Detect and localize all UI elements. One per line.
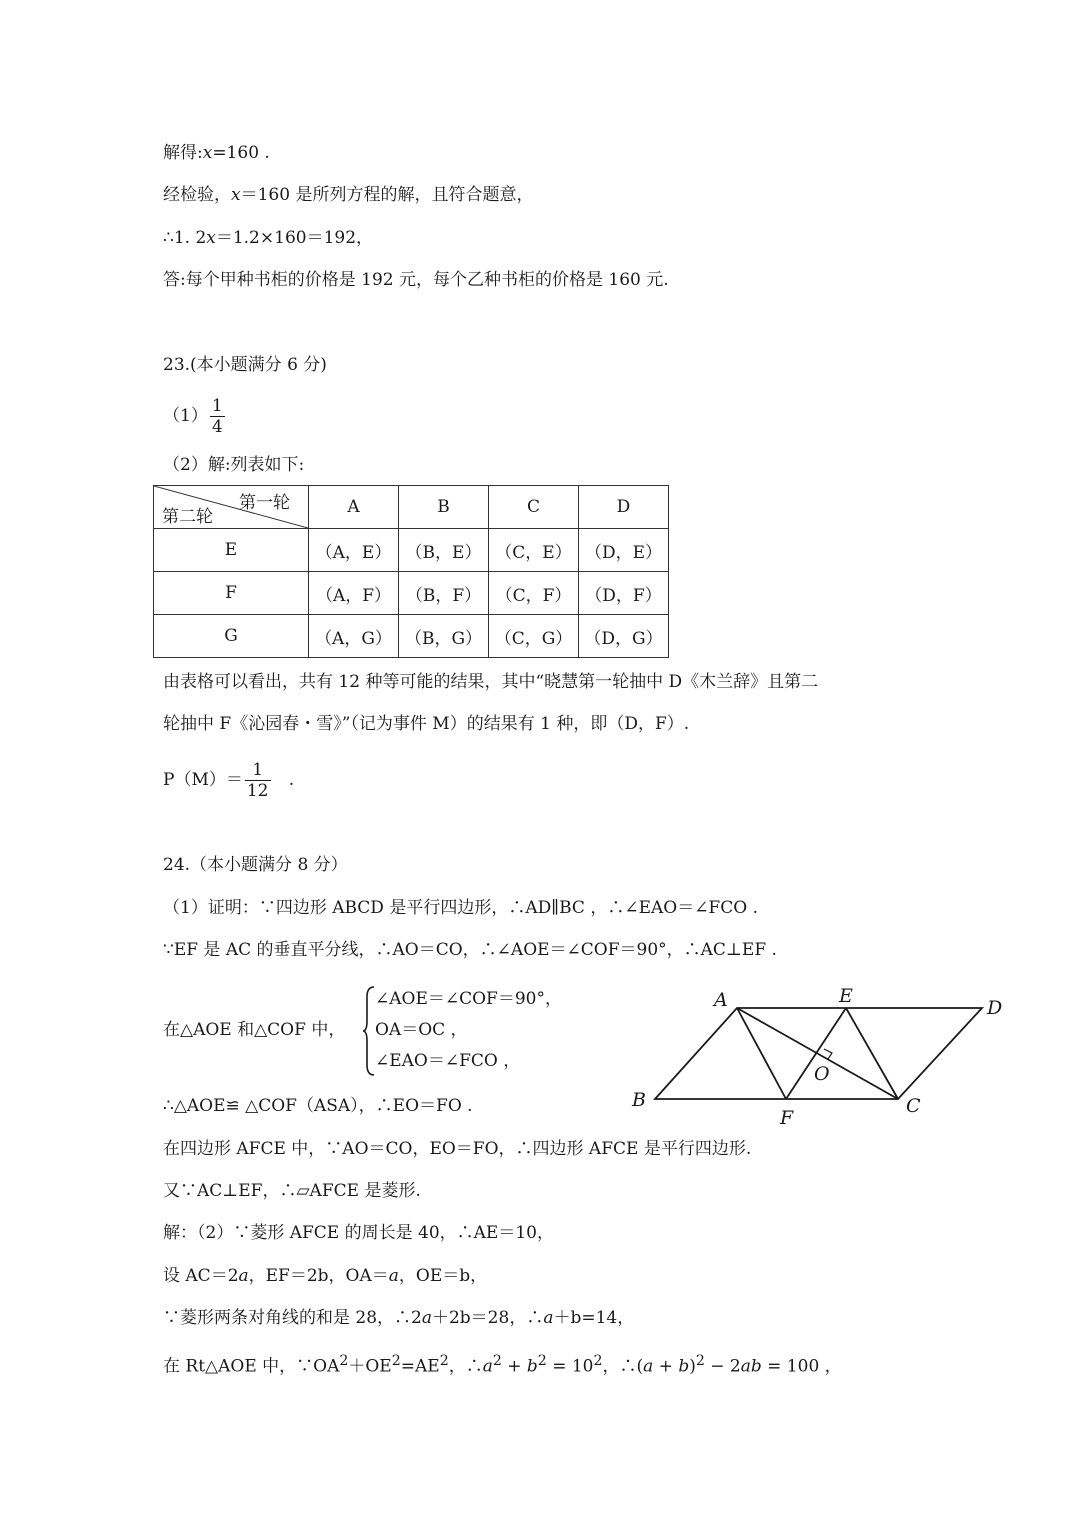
fraction-one-quarter: [210, 396, 225, 437]
proof-line: 又∵AC⊥EF，∴▱AFCE 是菱形.: [163, 1181, 421, 1201]
fraction-denominator: 12: [246, 781, 269, 801]
table-header-row: [154, 486, 669, 529]
point-label-a: A: [714, 989, 728, 1011]
solution-line: 解：（2）∵菱形 AFCE 的周长是 40，∴AE＝10，: [163, 1223, 554, 1243]
condition: ∠AOE＝∠COF＝90°，: [375, 989, 562, 1009]
column-header: B: [399, 486, 489, 529]
superscript: 2: [593, 1353, 603, 1369]
fraction-denominator: 4: [211, 417, 223, 437]
point-label-o: O: [814, 1063, 830, 1085]
table-cell: （C，G）: [489, 615, 579, 658]
superscript: 2: [391, 1353, 401, 1369]
table-cell: （A，G）: [309, 615, 399, 658]
probability-period: .: [288, 770, 295, 790]
table-cell: （D，F）: [579, 572, 669, 615]
column-header: C: [489, 486, 579, 529]
table-cell: （D，G）: [579, 615, 669, 658]
q23-part1: [163, 396, 227, 437]
left-brace-icon: [362, 985, 376, 1077]
question-23-header: 23.(本小题满分 6 分): [163, 355, 327, 375]
column-header: D: [579, 486, 669, 529]
table-cell: （B，G）: [399, 615, 489, 658]
table-corner-cell: [154, 486, 309, 529]
column-header: A: [309, 486, 399, 529]
outcome-table: [153, 485, 669, 658]
condition: OA＝OC ，: [375, 1020, 468, 1040]
superscript: 2: [439, 1353, 449, 1369]
equation-part: ，∴(𝑎 + 𝑏): [602, 1356, 696, 1377]
equation-part: − 2𝑎𝑏 = 100 ，: [704, 1356, 842, 1377]
table-cell: （A，F）: [309, 572, 399, 615]
proof-line: 在四边形 AFCE 中，∵AO＝CO，EO＝FO，∴四边形 AFCE 是平行四边形.: [163, 1139, 752, 1159]
superscript: 2: [695, 1353, 705, 1369]
equation-part: 在 Rt△AOE 中，∵OA: [163, 1356, 340, 1377]
row-header: F: [154, 572, 309, 615]
q23-probability: [163, 760, 294, 801]
answer-line: 答:每个甲种书柜的价格是 192 元，每个乙种书柜的价格是 160 元.: [163, 270, 669, 290]
equation-part: + 𝑏: [501, 1356, 538, 1377]
solution-line: 设 AC＝2𝑎，EF＝2b，OA＝𝑎，OE＝b，: [163, 1266, 488, 1286]
proof-line: （1）证明：∵四边形 ABCD 是平行四边形，∴AD∥BC ，∴∠EAO＝∠FCO .: [163, 898, 758, 918]
point-label-f: F: [780, 1107, 794, 1128]
solution-line: ∵菱形两条对角线的和是 28，∴2𝑎＋2b＝28，∴𝑎＋b=14，: [163, 1308, 635, 1328]
segment-ef: [786, 1008, 846, 1099]
q23-conclusion: 轮抽中 F《沁园春・雪》”（记为事件 M）的结果有 1 种，即（D，F）.: [163, 714, 690, 734]
solution-line: ∴1. 2𝑥＝1.2×160＝192，: [163, 228, 374, 248]
equation-part: =AE: [400, 1356, 440, 1377]
probability-label: P（M）＝: [163, 770, 243, 790]
q23-part1-label: （1）: [163, 406, 208, 426]
table-row: [154, 529, 669, 572]
equation-part: ＋OE: [348, 1356, 392, 1377]
fraction-one-twelfth: [245, 760, 271, 801]
table-cell: （C，E）: [489, 529, 579, 572]
table-cell: （B，F）: [399, 572, 489, 615]
table-cell: （B，E）: [399, 529, 489, 572]
table-cell: （D，E）: [579, 529, 669, 572]
question-24-header: 24.（本小题满分 8 分）: [163, 855, 348, 875]
condition: ∠EAO＝∠FCO ，: [375, 1051, 521, 1071]
fraction-numerator: 1: [211, 396, 223, 416]
row-header: E: [154, 529, 309, 572]
brace-label: 在△AOE 和△COF 中，: [163, 1020, 346, 1040]
q23-conclusion: 由表格可以看出，共有 12 种等可能的结果，其中“晓慧第一轮抽中 D《木兰辞》且第二: [163, 672, 819, 692]
proof-line: ∵EF 是 AC 的垂直平分线，∴AO＝CO，∴∠AOE＝∠COF＝90°，∴AC⊥EF .: [163, 940, 777, 960]
corner-label-second-round: 第二轮: [162, 507, 213, 527]
point-label-e: E: [839, 985, 853, 1007]
table-cell: （C，F）: [489, 572, 579, 615]
parallelogram-figure: [620, 978, 1040, 1128]
superscript: 2: [339, 1353, 349, 1369]
point-label-c: C: [906, 1095, 921, 1117]
equation-part: ，∴𝑎: [448, 1356, 493, 1377]
fraction-numerator: 1: [245, 760, 271, 781]
table-row: [154, 615, 669, 658]
superscript: 2: [492, 1353, 502, 1369]
table-row: [154, 572, 669, 615]
condition-list: [375, 985, 562, 1078]
solution-line-pythagoras: [163, 1349, 842, 1379]
superscript: 2: [537, 1353, 547, 1369]
corner-label-first-round: 第一轮: [239, 493, 290, 513]
segment-ec: [846, 1008, 898, 1099]
proof-line: ∴△AOE≌ △COF（ASA），∴EO＝FO .: [163, 1096, 473, 1116]
solution-line: 解得:𝑥=160 .: [163, 143, 270, 163]
point-label-b: B: [632, 1089, 646, 1111]
q23-part2-label: （2）解:列表如下:: [163, 455, 305, 475]
table-cell: （A，E）: [309, 529, 399, 572]
equation-part: = 10: [546, 1356, 594, 1377]
row-header: G: [154, 615, 309, 658]
point-label-d: D: [987, 997, 1003, 1019]
solution-line: 经检验，𝑥＝160 是所列方程的解，且符合题意，: [163, 185, 534, 205]
